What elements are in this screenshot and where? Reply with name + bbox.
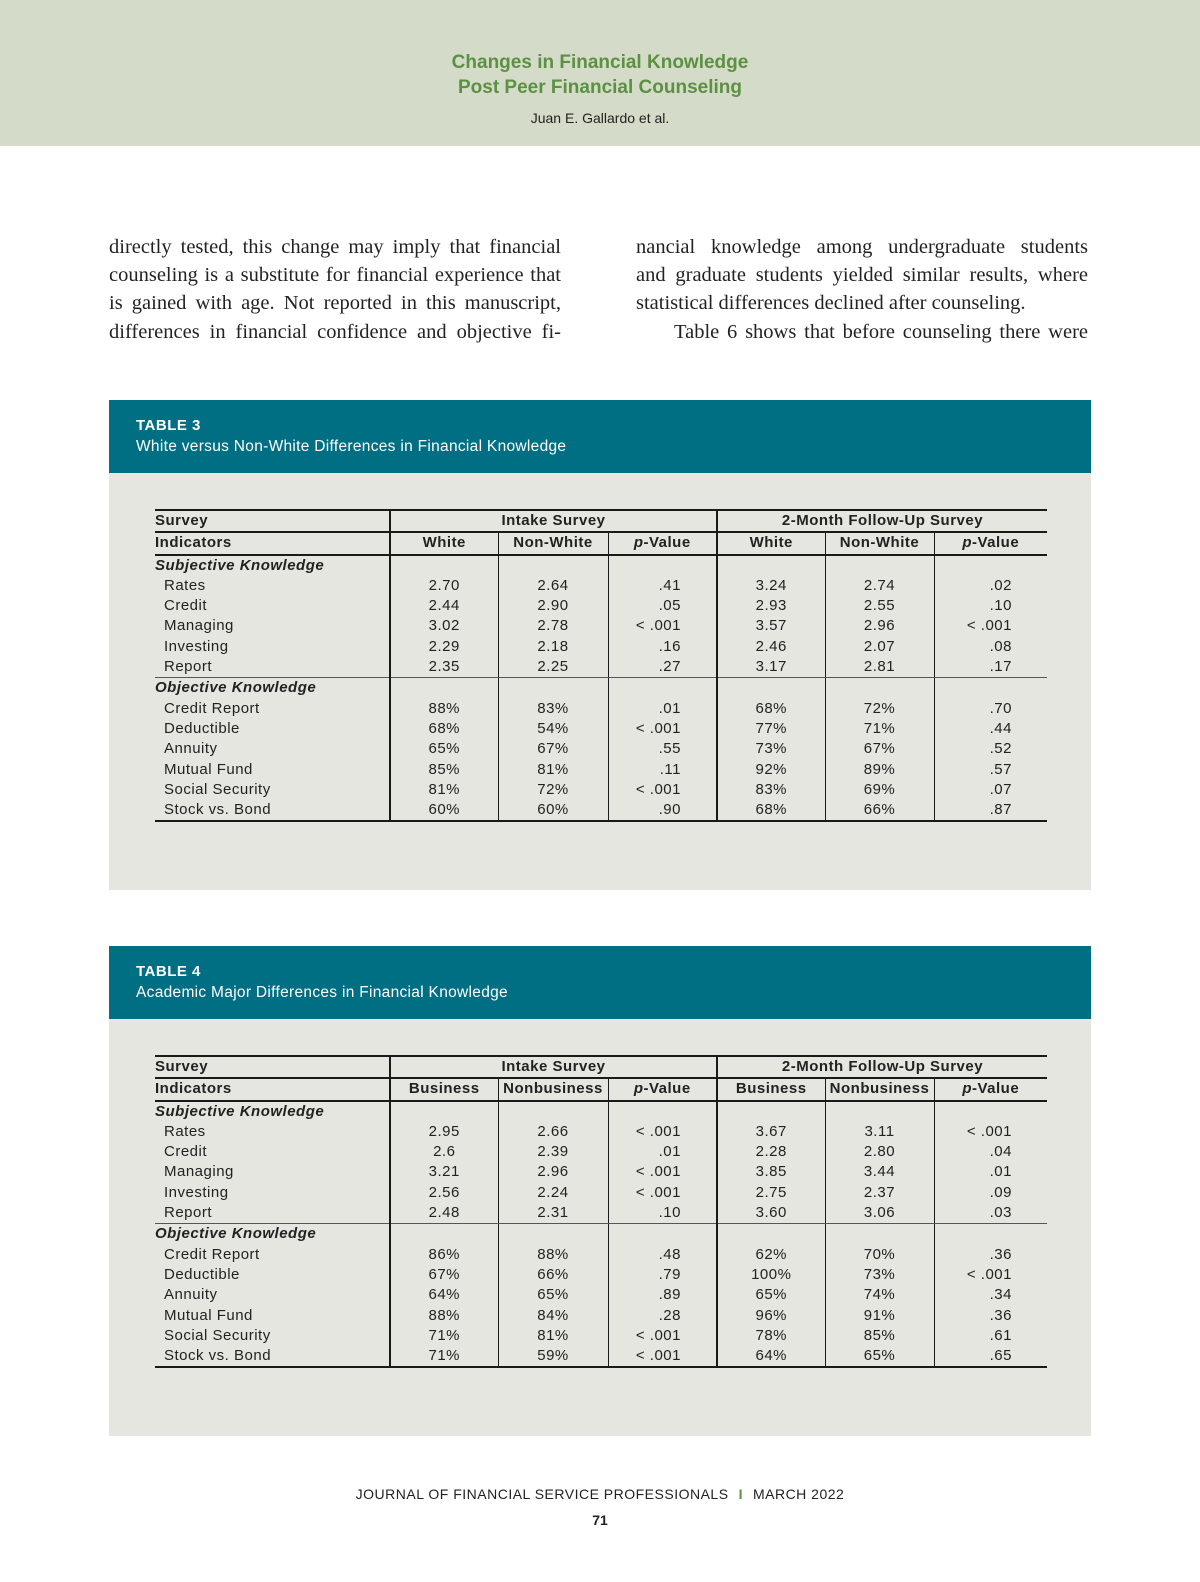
table-cell: 66% (498, 1265, 608, 1285)
empty-cell (608, 1224, 717, 1245)
body-text-left-column (109, 233, 561, 346)
table-cell: .89 (608, 1285, 717, 1305)
table-cell: < .001 (608, 780, 717, 800)
row-label: Rates (164, 576, 206, 594)
table-cell: 2.6 (390, 1142, 498, 1162)
table-header-row (155, 1056, 1047, 1078)
table-cell: 3.11 (825, 1122, 934, 1142)
row-label: Stock vs. Bond (155, 800, 390, 821)
table-cell: < .001 (608, 1162, 717, 1182)
table-cell: .48 (608, 1245, 717, 1265)
row-label: Annuity (164, 740, 218, 758)
table-cell: 2.24 (498, 1183, 608, 1203)
table-cell: 2.64 (498, 576, 608, 596)
table-cell: .87 (934, 800, 1047, 821)
table-cell: < .001 (934, 616, 1047, 636)
table-cell: 3.24 (717, 576, 825, 596)
table-cell: 2.80 (825, 1142, 934, 1162)
empty-cell (608, 678, 717, 699)
table-row (155, 1203, 1047, 1224)
table3-data-table (155, 509, 1047, 822)
table-cell: 2.39 (498, 1142, 608, 1162)
table-cell: 2.35 (390, 657, 498, 678)
row-label: Deductible (164, 1265, 240, 1283)
footer-separator: I (738, 1486, 743, 1502)
table-cell: 85% (825, 1326, 934, 1346)
table-cell: < .001 (934, 1122, 1047, 1142)
row-label: Deductible (164, 719, 240, 737)
empty-cell (825, 1224, 934, 1245)
table-cell: 74% (825, 1285, 934, 1305)
table-cell: 2.90 (498, 596, 608, 616)
table3-header-band (109, 400, 1091, 473)
text-line: directly tested, this change may imply that financial (109, 236, 561, 258)
row-label: Investing (164, 1183, 229, 1201)
table-cell: 2.81 (825, 657, 934, 678)
column-header: Business (390, 1078, 498, 1100)
table4-data-table (155, 1055, 1047, 1368)
table-cell: 100% (717, 1265, 825, 1285)
table-cell: .36 (934, 1245, 1047, 1265)
table-cell: 3.06 (825, 1203, 934, 1224)
empty-cell (608, 555, 717, 576)
section-row (155, 1101, 1047, 1122)
row-label: Mutual Fund (164, 1306, 253, 1324)
table-cell: 2.44 (390, 596, 498, 616)
section-row (155, 1224, 1047, 1245)
column-header: p-Value (934, 1078, 1047, 1100)
table-cell: 3.57 (717, 616, 825, 636)
text-line: Table 6 shows that before counseling there were (674, 320, 1088, 343)
empty-cell (934, 555, 1047, 576)
table-cell: 60% (498, 800, 608, 821)
empty-cell (934, 678, 1047, 699)
table-cell: 81% (390, 780, 498, 800)
table-cell: .10 (608, 1203, 717, 1224)
indicators-header: Indicators (155, 532, 390, 554)
header-title-line2: Post Peer Financial Counseling (457, 77, 742, 98)
table-cell: 72% (825, 699, 934, 719)
table4-number: TABLE 4 (136, 963, 201, 980)
column-header: p-Value (934, 532, 1047, 554)
table-cell: 2.29 (390, 637, 498, 657)
row-label: Report (155, 657, 390, 678)
table-row (155, 1122, 1047, 1142)
row-label: Credit (164, 597, 208, 615)
table-header-row (155, 510, 1047, 532)
table-cell: 2.28 (717, 1142, 825, 1162)
table4-header-band (109, 946, 1091, 1019)
table-cell: 68% (717, 699, 825, 719)
empty-cell (390, 1101, 498, 1122)
empty-cell (498, 555, 608, 576)
table-row (155, 780, 1047, 800)
table-cell: .55 (608, 739, 717, 759)
table-row (155, 719, 1047, 739)
table-cell: .44 (934, 719, 1047, 739)
body-text-right-column (636, 233, 1088, 346)
table-cell: 73% (717, 739, 825, 759)
table-cell: .65 (934, 1346, 1047, 1367)
table-cell: < .001 (934, 1265, 1047, 1285)
table-header-row (155, 1078, 1047, 1100)
table-cell: .52 (934, 739, 1047, 759)
table-cell: 72% (498, 780, 608, 800)
table-cell: .01 (934, 1162, 1047, 1182)
running-header (0, 0, 1200, 146)
row-label: Rates (164, 1122, 206, 1140)
table-cell: 91% (825, 1306, 934, 1326)
section-row (155, 678, 1047, 699)
table-cell: 62% (717, 1245, 825, 1265)
table-cell: 3.21 (390, 1162, 498, 1182)
table3-caption: White versus Non-White Differences in Financial Knowledge (136, 438, 567, 455)
table-row (155, 596, 1047, 616)
table-cell: 67% (390, 1265, 498, 1285)
header-title-line1: Changes in Financial Knowledge (451, 52, 749, 73)
table-cell: .01 (608, 699, 717, 719)
table-row (155, 739, 1047, 759)
table-row (155, 760, 1047, 780)
table-cell: 2.93 (717, 596, 825, 616)
table-cell: 65% (717, 1285, 825, 1305)
text-line: counseling is a substitute for financial experience that (109, 264, 561, 287)
text-line: differences in financial confidence and objective fi- (109, 320, 561, 343)
table-row (155, 1142, 1047, 1162)
followup-survey-header: 2-Month Follow-Up Survey (717, 1056, 1047, 1078)
table-cell: 2.46 (717, 637, 825, 657)
empty-cell (390, 678, 498, 699)
row-label: Mutual Fund (164, 760, 253, 778)
table-cell: .79 (608, 1265, 717, 1285)
table-cell: < .001 (608, 719, 717, 739)
section-row (155, 555, 1047, 576)
table-header-row (155, 532, 1047, 554)
column-header: Business (717, 1078, 825, 1100)
table-cell: 66% (825, 800, 934, 821)
table-cell: .11 (608, 760, 717, 780)
table-cell: .01 (608, 1142, 717, 1162)
table-cell: 73% (825, 1265, 934, 1285)
table3-panel (109, 400, 1091, 890)
empty-cell (390, 555, 498, 576)
section-title: Subjective Knowledge (155, 556, 325, 574)
table-cell: .17 (934, 657, 1047, 678)
empty-cell (934, 1224, 1047, 1245)
table-cell: .61 (934, 1326, 1047, 1346)
empty-cell (825, 555, 934, 576)
table-cell: 71% (390, 1326, 498, 1346)
empty-cell (825, 1101, 934, 1122)
survey-header: Survey (155, 510, 390, 532)
table-cell: .03 (934, 1203, 1047, 1224)
table-row (155, 637, 1047, 657)
table-row (155, 1326, 1047, 1346)
table-cell: .10 (934, 596, 1047, 616)
table-cell: 2.37 (825, 1183, 934, 1203)
table-cell: .34 (934, 1285, 1047, 1305)
table-cell: .05 (608, 596, 717, 616)
table-cell: 2.75 (717, 1183, 825, 1203)
table-cell: 68% (390, 719, 498, 739)
text-line: statistical differences declined after counseling. (636, 292, 1026, 315)
table-cell: 65% (825, 1346, 934, 1367)
table-cell: 69% (825, 780, 934, 800)
table-cell: .57 (934, 760, 1047, 780)
table-cell: 2.96 (498, 1162, 608, 1182)
table-cell: 71% (825, 719, 934, 739)
table-cell: 88% (390, 699, 498, 719)
table-cell: 89% (825, 760, 934, 780)
table3-number: TABLE 3 (136, 417, 201, 434)
section-title: Objective Knowledge (155, 679, 317, 697)
empty-cell (825, 678, 934, 699)
row-label: Annuity (164, 1286, 218, 1304)
followup-survey-header: 2-Month Follow-Up Survey (717, 510, 1047, 532)
row-label: Credit Report (164, 1245, 260, 1263)
table-cell: 60% (390, 800, 498, 821)
table-cell: 2.48 (390, 1203, 498, 1224)
table-cell: < .001 (608, 1346, 717, 1367)
column-header: Nonbusiness (498, 1078, 608, 1100)
table-cell: 59% (498, 1346, 608, 1367)
table-cell: 70% (825, 1245, 934, 1265)
table-cell: 88% (498, 1245, 608, 1265)
table-cell: 83% (498, 699, 608, 719)
table-row (155, 1285, 1047, 1305)
table-cell: .08 (934, 637, 1047, 657)
table-cell: 81% (498, 1326, 608, 1346)
table-cell: 2.31 (498, 1203, 608, 1224)
table-cell: 96% (717, 1306, 825, 1326)
table4-panel (109, 946, 1091, 1436)
row-label: Managing (164, 1163, 234, 1181)
table-cell: 71% (390, 1346, 498, 1367)
section-title: Objective Knowledge (155, 1225, 317, 1243)
empty-cell (717, 555, 825, 576)
column-header: White (717, 532, 825, 554)
row-label: Credit (164, 1143, 208, 1161)
table-cell: .36 (934, 1306, 1047, 1326)
empty-cell (934, 1101, 1047, 1122)
table-row (155, 699, 1047, 719)
table-cell: 92% (717, 760, 825, 780)
table-cell: 64% (390, 1285, 498, 1305)
table-cell: 2.56 (390, 1183, 498, 1203)
row-label: Social Security (164, 780, 271, 798)
footer-date: MARCH 2022 (752, 1486, 845, 1502)
table-cell: 67% (498, 739, 608, 759)
column-header: White (390, 532, 498, 554)
column-header: Non-White (498, 532, 608, 554)
table-cell: 77% (717, 719, 825, 739)
table-cell: 2.18 (498, 637, 608, 657)
survey-header: Survey (155, 1056, 390, 1078)
table-cell: 2.95 (390, 1122, 498, 1142)
intake-survey-header: Intake Survey (390, 510, 717, 532)
section-title: Subjective Knowledge (155, 1102, 325, 1120)
table-cell: 3.60 (717, 1203, 825, 1224)
table-cell: 2.25 (498, 657, 608, 678)
empty-cell (498, 678, 608, 699)
column-header: Non-White (825, 532, 934, 554)
table-row (155, 1346, 1047, 1367)
text-line: nancial knowledge among undergraduate students (636, 236, 1088, 258)
table-cell: 67% (825, 739, 934, 759)
row-label: Managing (164, 617, 234, 635)
footer-journal: JOURNAL OF FINANCIAL SERVICE PROFESSIONALS (355, 1486, 729, 1502)
column-header: p-Value (608, 532, 717, 554)
table-cell: 54% (498, 719, 608, 739)
table-cell: 65% (498, 1285, 608, 1305)
table-cell: 65% (390, 739, 498, 759)
table-cell: .27 (608, 657, 717, 678)
table-cell: 84% (498, 1306, 608, 1326)
table-row (155, 1183, 1047, 1203)
table-cell: 2.74 (825, 576, 934, 596)
table-cell: 78% (717, 1326, 825, 1346)
table-cell: 2.70 (390, 576, 498, 596)
table-cell: 3.67 (717, 1122, 825, 1142)
table-row (155, 1245, 1047, 1265)
table-cell: .70 (934, 699, 1047, 719)
table-cell: < .001 (608, 1183, 717, 1203)
table-cell: < .001 (608, 616, 717, 636)
empty-cell (608, 1101, 717, 1122)
table-cell: 3.44 (825, 1162, 934, 1182)
table4-caption: Academic Major Differences in Financial Knowledge (136, 984, 508, 1001)
table-row (155, 1162, 1047, 1182)
table-cell: 2.07 (825, 637, 934, 657)
table-cell: 3.17 (717, 657, 825, 678)
table-row (155, 1265, 1047, 1285)
empty-cell (717, 1224, 825, 1245)
row-label: Stock vs. Bond (155, 1346, 390, 1367)
text-line: is gained with age. Not reported in this manuscript, (109, 292, 561, 315)
table-row (155, 616, 1047, 636)
table-cell: < .001 (608, 1326, 717, 1346)
empty-cell (498, 1224, 608, 1245)
table-cell: 88% (390, 1306, 498, 1326)
table-cell: 2.55 (825, 596, 934, 616)
table-cell: 81% (498, 760, 608, 780)
table-cell: 64% (717, 1346, 825, 1367)
row-label: Investing (164, 637, 229, 655)
table-cell: 2.66 (498, 1122, 608, 1142)
column-header: p-Value (608, 1078, 717, 1100)
table-cell: 85% (390, 760, 498, 780)
column-header: Nonbusiness (825, 1078, 934, 1100)
empty-cell (498, 1101, 608, 1122)
table-cell: 2.96 (825, 616, 934, 636)
table-cell: 2.78 (498, 616, 608, 636)
table-row (155, 657, 1047, 678)
page-number: 71 (592, 1512, 608, 1528)
table-row (155, 1306, 1047, 1326)
table-cell: 68% (717, 800, 825, 821)
empty-cell (717, 678, 825, 699)
table-cell: 3.85 (717, 1162, 825, 1182)
table-cell: 3.02 (390, 616, 498, 636)
intake-survey-header: Intake Survey (390, 1056, 717, 1078)
row-label: Credit Report (164, 699, 260, 717)
table-row (155, 576, 1047, 596)
table-cell: 86% (390, 1245, 498, 1265)
table-cell: .16 (608, 637, 717, 657)
row-label: Report (155, 1203, 390, 1224)
table-cell: < .001 (608, 1122, 717, 1142)
table-cell: .04 (934, 1142, 1047, 1162)
table-cell: .90 (608, 800, 717, 821)
table-cell: .41 (608, 576, 717, 596)
table-cell: .28 (608, 1306, 717, 1326)
text-line: and graduate students yielded similar results, where (636, 264, 1088, 287)
table-row (155, 800, 1047, 821)
table-cell: 83% (717, 780, 825, 800)
row-label: Social Security (164, 1326, 271, 1344)
table-cell: .09 (934, 1183, 1047, 1203)
table-cell: .02 (934, 576, 1047, 596)
empty-cell (390, 1224, 498, 1245)
page-footer (0, 1486, 1200, 1502)
indicators-header: Indicators (155, 1078, 390, 1100)
table-cell: .07 (934, 780, 1047, 800)
header-author: Juan E. Gallardo et al. (530, 110, 670, 126)
empty-cell (717, 1101, 825, 1122)
